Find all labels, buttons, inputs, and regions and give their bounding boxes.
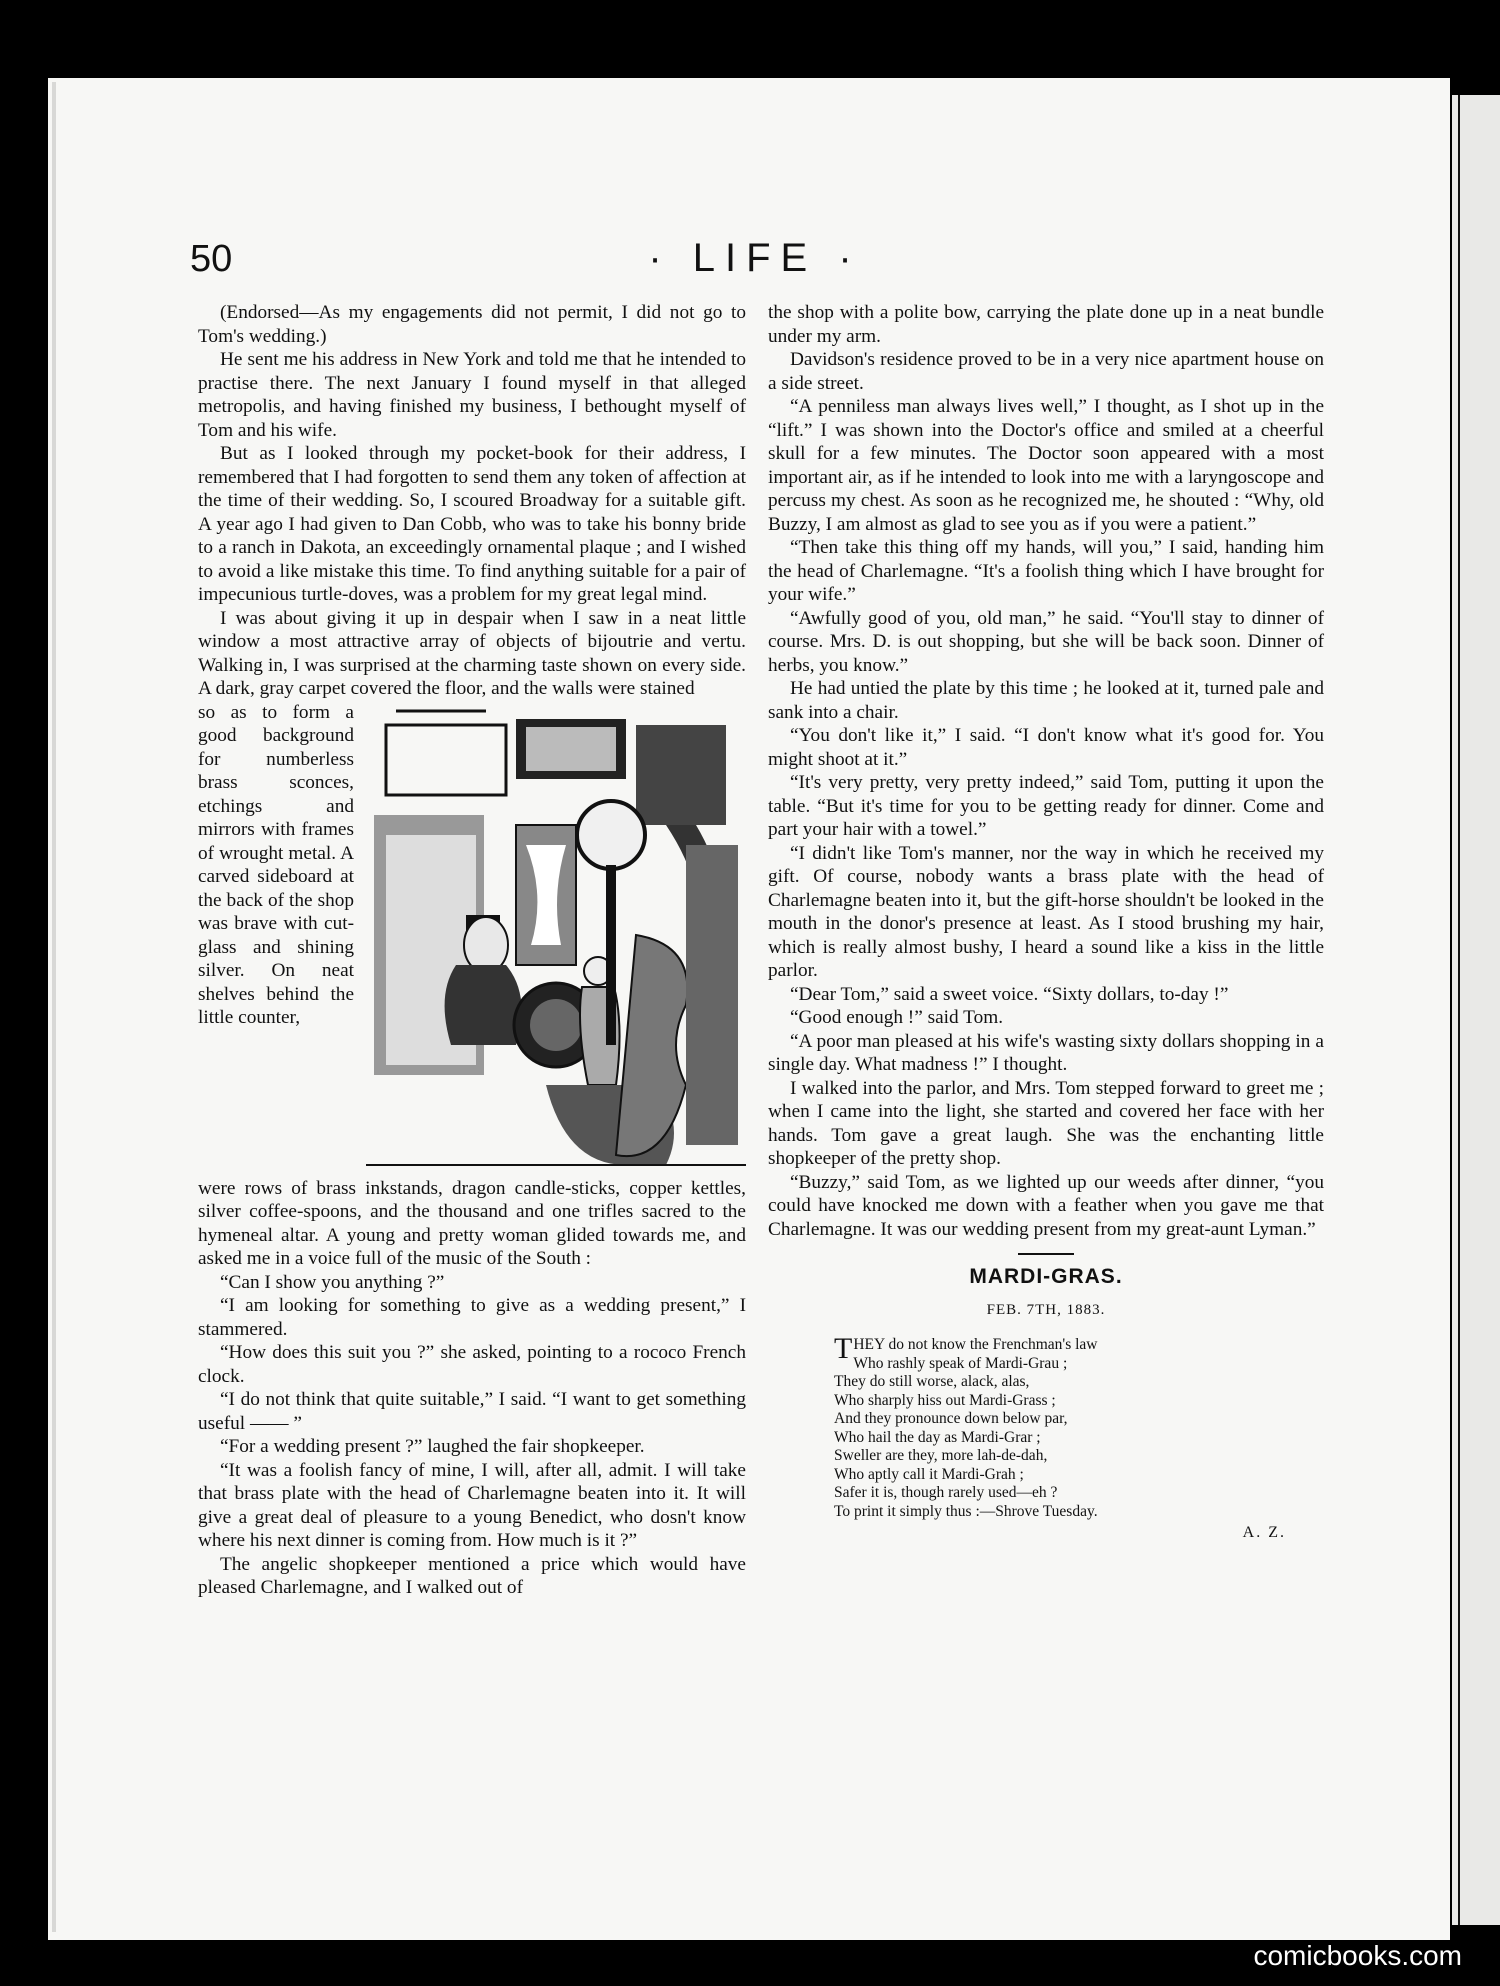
paragraph: “How does this suit you ?” she asked, pointing to a rococo French clock. (198, 1342, 746, 1387)
poem-signature: A. Z. (1242, 1524, 1286, 1541)
paragraph: “Awfully good of you, old man,” he said. “You'll stay to dinner of course. Mrs. D. is out shopping, but she will be back soon. Dinner of herbs, you know.” (768, 607, 1324, 676)
poem-line: Who sharply hiss out Mardi-Grass ; (834, 1391, 1056, 1409)
page-header (190, 236, 1320, 286)
paragraph: He had untied the plate by this time ; he looked at it, turned pale and sank into a chair. (768, 678, 1324, 723)
left-column (198, 301, 746, 1600)
paragraph: “Can I show you anything ?” (220, 1271, 445, 1293)
poem-line: Safer it is, though rarely used—eh ? (834, 1484, 1058, 1501)
paragraph: the shop with a polite bow, carrying the plate done up in a neat bundle under my arm. (768, 302, 1324, 347)
paragraph: “A poor man pleased at his wife's wasting sixty dollars shopping in a single day. What madness !” I thought. (768, 1030, 1324, 1075)
page-edge (52, 82, 56, 1932)
section-divider (1018, 1253, 1074, 1255)
poem-dropcap: T (834, 1332, 853, 1365)
paragraph: “Good enough !” said Tom. (790, 1007, 1004, 1028)
poem-line: Who hail the day as Mardi-Grar ; (834, 1428, 1041, 1446)
poem-title: MARDI-GRAS. (969, 1265, 1123, 1288)
poem-date: FEB. 7TH, 1883. (986, 1301, 1106, 1318)
paragraph: “You don't like it,” I said. “I don't know what it's good for. You might shoot at it.” (768, 725, 1324, 770)
paragraph: “It's very pretty, very pretty indeed,” said Tom, putting it upon the table. “But it's time for you to be getting ready for dinner. Come and part your hair with a towel.” (768, 772, 1324, 840)
poem-line: And they pronounce down below par, (834, 1410, 1068, 1427)
poem-line: THEY do not know the Frenchman's law (834, 1332, 1098, 1365)
paragraph: were rows of brass inkstands, dragon candle-sticks, copper kettles, silver coffee-spoons, and the thousand and one trifles sacred to the hymeneal altar. A young and pretty woman glided towards me, and asked me in a voice full of the music of the South : (198, 1177, 746, 1269)
poem-line: Sweller are they, more lah-de-dah, (834, 1447, 1048, 1464)
poem-body (834, 1332, 1324, 1521)
paragraph: “A penniless man always lives well,” I thought, as I shot up in the “lift.” I was shown into the Doctor's office and smiled at a cheerful skull for a few minutes. The Doctor soon appeared with a most important air, as if he intended to look into me with a laryngoscope and percuss my chest. As soon as he recognized me, he shouted : “Why, old Buzzy, I am almost as glad to see you as if you were a patient.” (768, 396, 1324, 535)
paragraph: “I do not think that quite suitable,” I said. “I want to get something useful —— ” (198, 1389, 746, 1434)
magazine-title: · LIFE · (648, 236, 862, 280)
paragraph: “For a wedding present ?” laughed the fair shopkeeper. (220, 1436, 645, 1457)
shop-illustration (366, 705, 746, 1173)
page-number: 50 (190, 238, 233, 280)
paragraph: “It was a foolish fancy of mine, I will, after all, admit. I will take that brass plate with the head of Charlemagne beaten into it. It will give a great deal of pleasure to a young Benedict, who dosn't know where his next dinner is coming from. How much is it ?” (198, 1459, 746, 1551)
paragraph: I walked into the parlor, and Mrs. Tom stepped forward to greet me ; when I came into the light, she started and covered her face with her hands. Tom gave a great laugh. She was the enchanting little shopkeeper of the pretty shop. (768, 1077, 1324, 1169)
paragraph: The angelic shopkeeper mentioned a price which would have pleased Charlemagne, and I walked out of (198, 1553, 746, 1598)
paragraph: “I didn't like Tom's manner, nor the way in which he received my gift. Of course, nobody wants a brass plate with the head of Charlemagne beaten into it, but the gift-horse shouldn't be looked in the mouth in the donor's presence at least. As I stood brushing my hair, which is really almost bushy, I heard a sound like a kiss in the little parlor. (768, 842, 1324, 981)
paragraph: (Endorsed—As my engagements did not permit, I did not go to Tom's wedding.) (198, 302, 746, 347)
adjacent-page-strip (1452, 95, 1500, 1925)
narrow-text: so as to form a good background for numberless brass sconces, etchings and mirrors with frames of wrought metal. A carved sideboard at the back of the shop was brave with cut-glass and shining silver. On neat shelves behind the little counter, (198, 701, 354, 1028)
poem-line: Who rashly speak of Mardi-Grau ; (853, 1354, 1068, 1372)
paragraph: I was about giving it up in despair when I saw in a neat little window a most attractive array of objects of bijoutrie and vertu. Walking in, I was surprised at the charming taste shown on every side. A dark, gray carpet covered the floor, and the walls were stained (198, 607, 746, 699)
watermark: comicbooks.com (1253, 1940, 1462, 1971)
paragraph: “Buzzy,” said Tom, as we lighted up our weeds after dinner, “you could have knocked me down with a feather when you gave me that Charlemagne. It was our wedding present from my great-aunt Lyman.” (768, 1171, 1324, 1240)
right-column (768, 301, 1324, 1545)
poem-line: Who aptly call it Mardi-Grah ; (834, 1465, 1024, 1483)
paragraph: Davidson's residence proved to be in a very nice apartment house on a side street. (768, 349, 1324, 394)
paragraph: But as I looked through my pocket-book for their address, I remembered that I had forgotten to send them any token of affection at the time of their wedding. So, I scoured Broadway for a suitable gift. A year ago I had given to Dan Cobb, who was to take his bonny bride to a ranch in Dakota, an exceedingly ornamental plaque ; and I wished to avoid a like mistake this time. To find anything suitable for a pair of impecunious turtle-doves, was a problem for my great legal mind. (198, 443, 746, 605)
paragraph: He sent me his address in New York and told me that he intended to practise there. The next January I found myself in that alleged metropolis, and having finished my business, I bethought myself of Tom and his wife. (198, 349, 746, 441)
poem-line: They do still worse, alack, alas, (834, 1373, 1030, 1390)
poem-line: To print it simply thus :—Shrove Tuesday. (834, 1502, 1098, 1520)
paragraph: “Dear Tom,” said a sweet voice. “Sixty dollars, to-day !” (790, 983, 1229, 1005)
paragraph: “I am looking for something to give as a wedding present,” I stammered. (198, 1295, 746, 1340)
paragraph: “Then take this thing off my hands, will you,” I said, handing him the head of Charlemagne. “It's a foolish thing which I have brought for your wife.” (768, 537, 1324, 605)
